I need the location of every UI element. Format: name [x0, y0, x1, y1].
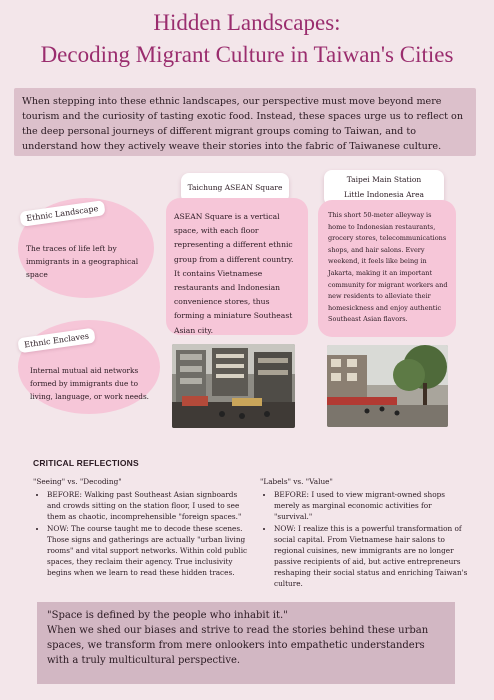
- reflection-labels: [260, 476, 472, 590]
- reflection-seeing-title: "Seeing" vs. "Decoding": [33, 477, 122, 486]
- reflection-labels-title: "Labels" vs. "Value": [260, 477, 333, 486]
- quote-box: [37, 602, 455, 684]
- page-title-line1: Hidden Landscapes:: [153, 10, 341, 35]
- taipei-photo-image: [327, 345, 448, 427]
- taichung-title-pill: Taichung ASEAN Square: [181, 173, 289, 203]
- taipei-description: This short 50-meter alleyway is home to Indonesian restaurants, grocery stores, telecommunications shops, and hair salons. Every weekend, it feels like being in Jakarta, making it an important community for migrant workers and new residents to alleviate their homesickness and enjoy authentic Southeast Asian flavors.: [318, 200, 456, 337]
- taichung-description: ASEAN Square is a vertical space, with each floor representing a different ethnic group from a different country. It contains Vietnamese restaurants and Indonesian convenience stores, thus forming a miniature Southeast Asian city.: [166, 198, 308, 335]
- quote-line2: When we shed our biases and strive to read the stories behind these urban spaces, we transform from mere onlookers into empathetic understanders with a truly multicultural perspective.: [47, 625, 429, 666]
- quote-line1: "Space is defined by the people who inhabit it.": [47, 610, 288, 621]
- reflection-seeing-now: • NOW: The course taught me to decode these scenes. Those signs and gatherings are actually "urban living rooms" and vital support networks. Within cold public spaces, they reclaim their agency. True inclusivity begins when we learn to read these hidden traces.: [47, 523, 248, 578]
- reflections-heading: CRITICAL REFLECTIONS: [33, 458, 139, 468]
- taichung-photo-image: [172, 344, 295, 428]
- ethnic-landscape-label: Ethnic Landscape: [19, 200, 105, 227]
- ethnic-landscape-text: The traces of life left by immigrants in a geographical space: [26, 244, 139, 279]
- page-title-line2: Decoding Migrant Culture in Taiwan's Cities: [40, 42, 454, 67]
- intro-paragraph: When stepping into these ethnic landscapes, our perspective must move beyond mere tourism and the curiosity of tasting exotic food. Instead, these spaces urge us to reflect on the deep personal journeys of different migrant groups coming to Taiwan, and to understand how they actively weave their stories into the fabric of Taiwanese culture.: [14, 88, 476, 156]
- reflection-seeing: [33, 476, 248, 579]
- ethnic-enclaves-label: Ethnic Enclaves: [17, 328, 95, 354]
- reflection-seeing-before: • BEFORE: Walking past Southeast Asian signboards and crowds sitting on the station floor, I used to see them as chaotic, incomprehensible "foreign spaces.": [47, 489, 248, 522]
- taipei-title-line1: Taipei Main Station: [346, 175, 422, 184]
- reflection-labels-before: • BEFORE: I used to view migrant-owned shops merely as marginal economic activities for "survival.": [274, 489, 472, 522]
- ethnic-enclaves-text: Internal mutual aid networks formed by immigrants due to living, language, or work needs.: [30, 366, 150, 401]
- taipei-photo: [327, 345, 448, 427]
- taipei-title-line2: Little Indonesia Area: [343, 190, 425, 199]
- reflection-labels-now: • NOW: I realize this is a powerful transformation of social capital. From Vietnamese hair salons to regional cuisines, new immigrants are no longer passive recipients of aid, but active entrepreneurs reshaping their social status and enriching Taiwan's culture.: [274, 523, 472, 589]
- taichung-photo: [172, 344, 295, 428]
